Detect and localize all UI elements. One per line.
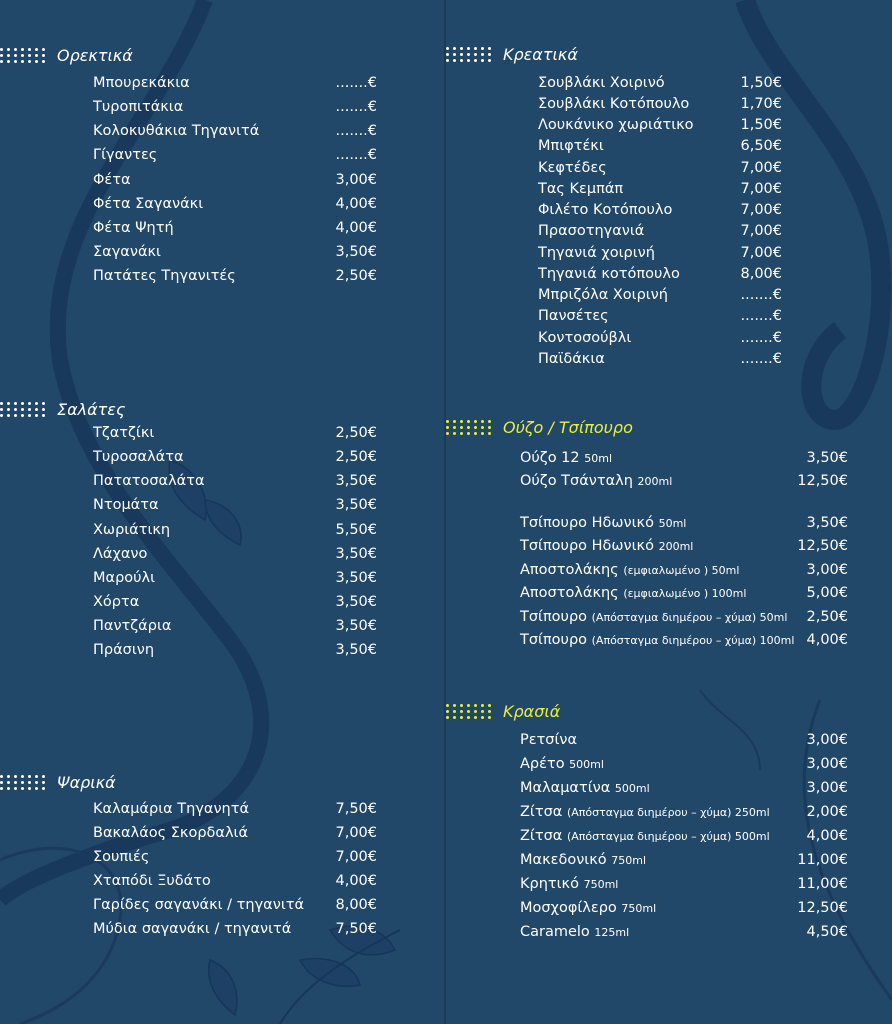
item-price: 2,00€ [806, 804, 848, 820]
item-name: Πράσινη [93, 642, 155, 658]
section-header [446, 700, 560, 722]
item-name: Πρασοτηγανιά [538, 223, 645, 239]
item-note: 750ml [611, 854, 647, 867]
item-name: Σουβλάκι Χοιρινό [538, 75, 665, 91]
item-name: Φέτα Σαγανάκι [93, 196, 204, 212]
section-title: Ψαρικά [57, 772, 116, 792]
item-price: 4,50€ [806, 924, 848, 940]
item-name: Κοντοσούβλι [538, 330, 632, 346]
item-price: 7,50€ [335, 801, 377, 817]
item-name: Ούζο 12 50ml [520, 450, 613, 466]
item-price: 12,50€ [797, 900, 848, 916]
item-name: Μαρούλι [93, 570, 156, 586]
item-name: Σαγανάκι [93, 244, 161, 260]
item-note: 50ml [584, 452, 613, 465]
item-price: 1,70€ [740, 96, 782, 112]
item-name: Caramelo 125ml [520, 924, 630, 940]
item-price: 2,50€ [335, 449, 377, 465]
item-name: Κρητικό 750ml [520, 876, 619, 892]
item-name: Χόρτα [93, 594, 140, 610]
dots-icon [446, 704, 491, 719]
item-price: 5,50€ [335, 522, 377, 538]
item-name: Μαλαματίνα 500ml [520, 780, 650, 796]
item-name: Ούζο Τσάνταλη 200ml [520, 473, 673, 489]
item-name: Μπριζόλα Χοιρινή [538, 287, 668, 303]
item-price: 3,50€ [335, 594, 377, 610]
item-note: 200ml [637, 475, 673, 488]
item-name: Τας Κεμπάπ [538, 181, 624, 197]
dots-icon [446, 420, 491, 435]
section-header [0, 44, 133, 66]
item-note: 750ml [583, 878, 619, 891]
item-name: Βακαλάος Σκορδαλιά [93, 825, 248, 841]
item-name: Τηγανιά κοτόπουλο [538, 266, 680, 282]
item-price: 11,00€ [797, 876, 848, 892]
item-name: Τυροπιτάκια [93, 99, 184, 115]
item-price: 3,50€ [335, 546, 377, 562]
item-price: .......€ [740, 351, 782, 367]
section-title: Ούζο / Τσίπουρο [503, 417, 633, 437]
item-note: 750ml [621, 902, 657, 915]
section-header [0, 398, 125, 420]
item-name: Χωριάτικη [93, 522, 171, 538]
item-name: Τσίπουρο (Απόσταγμα διημέρου – χύμα) 100ml [520, 632, 795, 648]
item-note: (Απόσταγμα διημέρου – χύμα) 100ml [591, 634, 795, 647]
item-price: 3,50€ [335, 473, 377, 489]
item-price: .......€ [740, 308, 782, 324]
item-price: 2,50€ [806, 609, 848, 625]
item-name: Τσίπουρο Ηδωνικό 50ml [520, 515, 687, 531]
item-price: 3,50€ [806, 515, 848, 531]
item-price: 4,00€ [806, 828, 848, 844]
item-price: 8,00€ [740, 266, 782, 282]
item-price: 8,00€ [335, 897, 377, 913]
item-name: Μακεδονικό 750ml [520, 852, 647, 868]
item-name: Ρετσίνα [520, 732, 578, 748]
dots-icon [0, 402, 45, 417]
item-note: 125ml [594, 926, 630, 939]
section-header [0, 771, 116, 793]
section-title: Κρασιά [503, 701, 561, 721]
item-name: Ντομάτα [93, 497, 159, 513]
item-name: Κεφτέδες [538, 160, 607, 176]
item-name: Παϊδάκια [538, 351, 605, 367]
item-note: (Απόσταγμα διημέρου – χύμα) 250ml [566, 806, 770, 819]
item-price: .......€ [335, 75, 377, 91]
item-price: 3,50€ [335, 642, 377, 658]
item-price: 7,00€ [740, 223, 782, 239]
item-price: 5,00€ [806, 585, 848, 601]
item-name: Ζίτσα (Απόσταγμα διημέρου – χύμα) 250ml [520, 804, 770, 820]
item-name: Τηγανιά χοιρινή [538, 245, 655, 261]
section-header [446, 416, 633, 438]
item-note: 500ml [614, 782, 650, 795]
item-price: 4,00€ [335, 873, 377, 889]
item-name: Μπουρεκάκια [93, 75, 190, 91]
item-name: Αποστολάκης (εμφιαλωμένο ) 100ml [520, 585, 747, 601]
item-price: 7,00€ [740, 160, 782, 176]
item-price: 1,50€ [740, 117, 782, 133]
item-name: Αποστολάκης (εμφιαλωμένο ) 50ml [520, 562, 740, 578]
item-name: Λάχανο [93, 546, 148, 562]
item-price: .......€ [335, 123, 377, 139]
section-title: Σαλάτες [57, 399, 126, 419]
item-price: 7,00€ [740, 245, 782, 261]
page-fold-divider [444, 0, 446, 1024]
item-price: 3,00€ [806, 732, 848, 748]
item-price: 3,50€ [335, 497, 377, 513]
item-price: 3,50€ [806, 450, 848, 466]
item-name: Πανσέτες [538, 308, 609, 324]
item-price: 3,50€ [335, 618, 377, 634]
item-name: Σουπιές [93, 849, 150, 865]
item-price: 7,00€ [335, 849, 377, 865]
item-name: Φιλέτο Κοτόπουλο [538, 202, 673, 218]
item-name: Γαρίδες σαγανάκι / τηγανιτά [93, 897, 305, 913]
item-price: 7,50€ [335, 921, 377, 937]
item-price: 4,00€ [335, 220, 377, 236]
item-name: Χταπόδι Ξυδάτο [93, 873, 211, 889]
item-price: 2,50€ [335, 425, 377, 441]
dots-icon [446, 47, 491, 62]
item-note: 500ml [569, 758, 604, 771]
item-name: Τσίπουρο (Απόσταγμα διημέρου – χύμα) 50ml [520, 609, 788, 625]
item-name: Κολοκυθάκια Τηγανιτά [93, 123, 260, 139]
item-price: 3,50€ [335, 570, 377, 586]
item-price: 2,50€ [335, 268, 377, 284]
item-note: (εμφιαλωμένο ) 100ml [623, 587, 747, 600]
item-price: 3,00€ [806, 780, 848, 796]
item-price: 7,00€ [740, 202, 782, 218]
item-price: 4,00€ [335, 196, 377, 212]
item-price: .......€ [335, 147, 377, 163]
item-name: Αρέτο 500ml [520, 756, 604, 772]
item-name: Μοσχοφίλερο 750ml [520, 900, 657, 916]
item-note: (Απόσταγμα διημέρου – χύμα) 500ml [566, 830, 770, 843]
item-name: Καλαμάρια Τηγανητά [93, 801, 250, 817]
item-name: Πατατοσαλάτα [93, 473, 205, 489]
item-name: Μύδια σαγανάκι / τηγανιτά [93, 921, 292, 937]
item-note: 50ml [658, 517, 687, 530]
item-name: Τζατζίκι [93, 425, 155, 441]
item-name: Σουβλάκι Κοτόπουλο [538, 96, 690, 112]
item-price: 6,50€ [740, 138, 782, 154]
item-price: 3,00€ [806, 756, 848, 772]
item-name: Λουκάνικο χωριάτικο [538, 117, 694, 133]
item-name: Πατάτες Τηγανιτές [93, 268, 236, 284]
section-title: Κρεατικά [503, 44, 578, 64]
item-note: (εμφιαλωμένο ) 50ml [623, 564, 740, 577]
item-price: 1,50€ [740, 75, 782, 91]
item-price: 3,50€ [335, 244, 377, 260]
item-name: Φέτα [93, 172, 131, 188]
item-name: Μπιφτέκι [538, 138, 604, 154]
item-note: 200ml [658, 540, 694, 553]
item-name: Παντζάρια [93, 618, 172, 634]
dots-icon [0, 48, 45, 63]
item-name: Τσίπουρο Ηδωνικό 200ml [520, 538, 694, 554]
item-price: 3,00€ [806, 562, 848, 578]
item-price: 3,00€ [335, 172, 377, 188]
item-note: (Απόσταγμα διημέρου – χύμα) 50ml [591, 611, 788, 624]
item-price: 12,50€ [797, 473, 848, 489]
item-price: .......€ [740, 330, 782, 346]
item-price: 4,00€ [806, 632, 848, 648]
item-name: Ζίτσα (Απόσταγμα διημέρου – χύμα) 500ml [520, 828, 770, 844]
item-price: 7,00€ [335, 825, 377, 841]
section-header [446, 43, 578, 65]
item-name: Τυροσαλάτα [93, 449, 184, 465]
item-price: 12,50€ [797, 538, 848, 554]
item-price: 11,00€ [797, 852, 848, 868]
item-name: Γίγαντες [93, 147, 158, 163]
item-name: Φέτα Ψητή [93, 220, 174, 236]
item-price: .......€ [740, 287, 782, 303]
dots-icon [0, 775, 45, 790]
item-price: 7,00€ [740, 181, 782, 197]
section-title: Ορεκτικά [57, 45, 133, 65]
item-price: .......€ [335, 99, 377, 115]
